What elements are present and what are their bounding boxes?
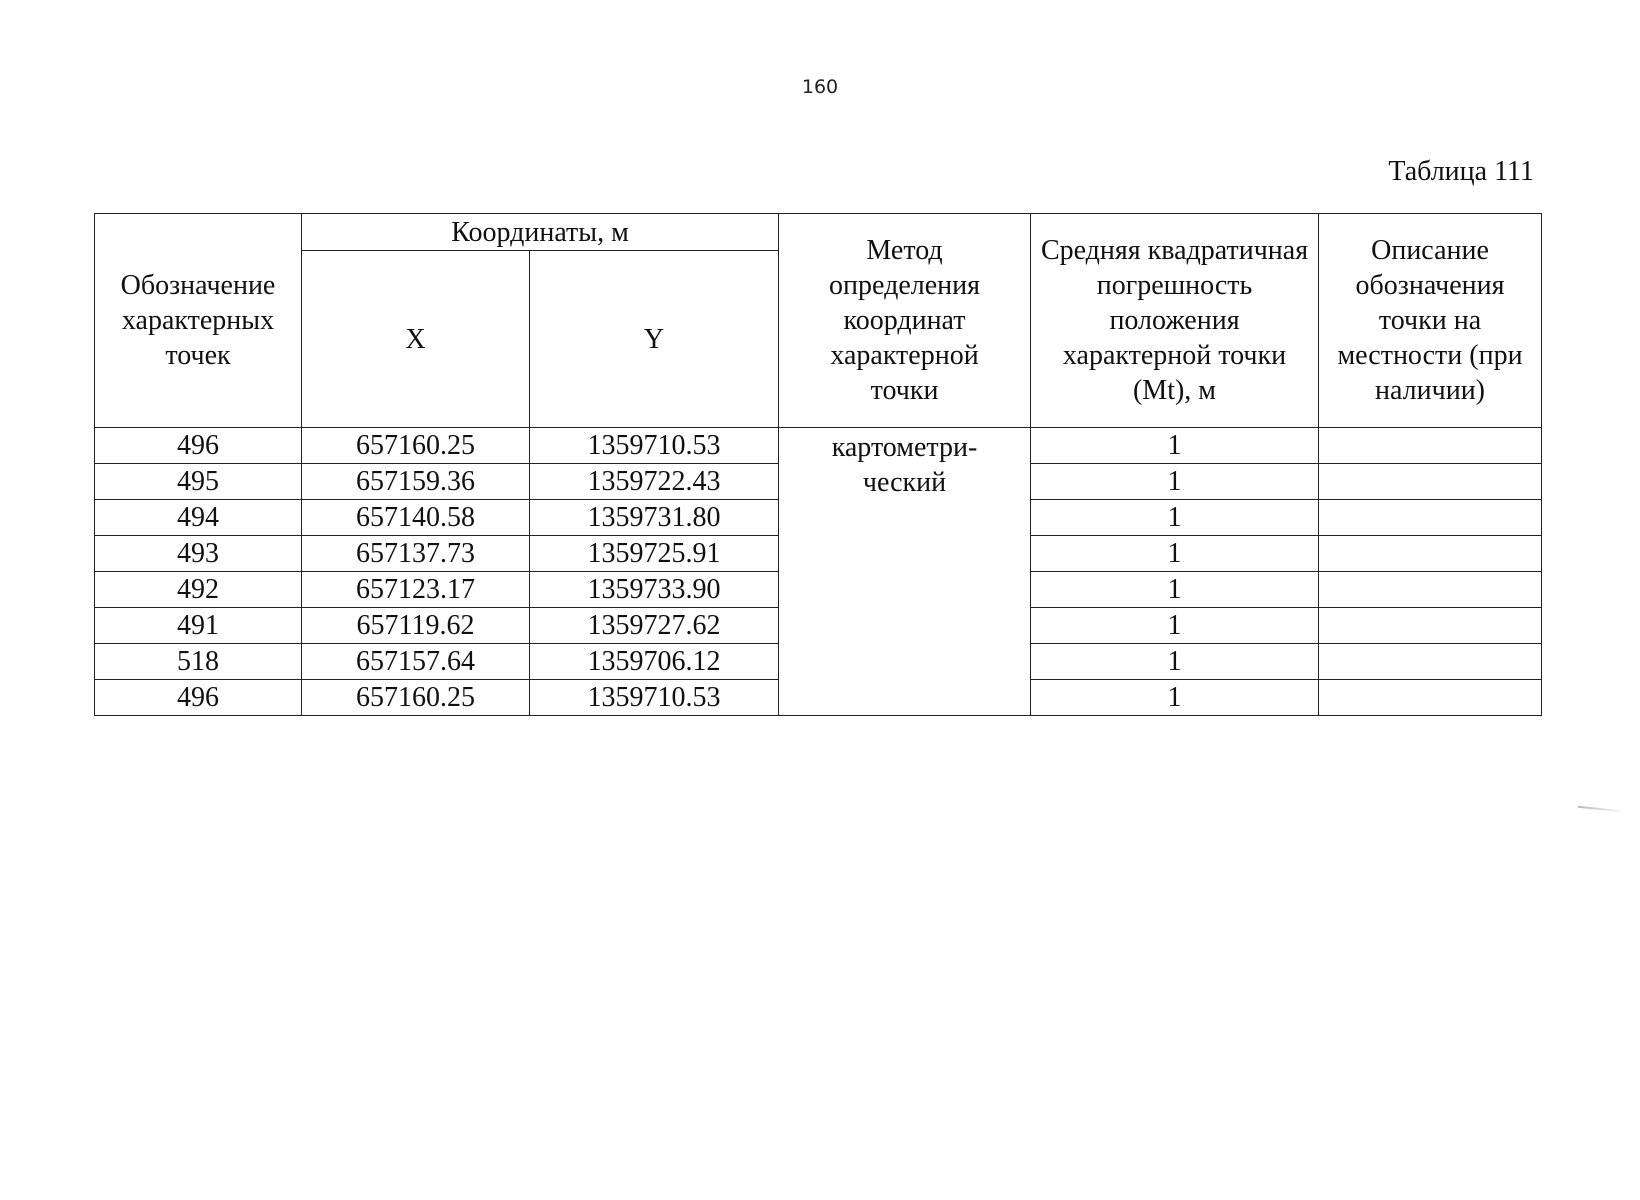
cell-description bbox=[1319, 680, 1542, 716]
cell-point: 494 bbox=[95, 500, 302, 536]
cell-description bbox=[1319, 572, 1542, 608]
cell-mt: 1 bbox=[1031, 428, 1319, 464]
method-line-1: картометри- bbox=[831, 432, 978, 463]
cell-mt: 1 bbox=[1031, 500, 1319, 536]
cell-description bbox=[1319, 464, 1542, 500]
cell-x: 657123.17 bbox=[302, 572, 530, 608]
method-line-2: ческий bbox=[862, 467, 947, 498]
cell-description bbox=[1319, 608, 1542, 644]
cell-y: 1359706.12 bbox=[530, 644, 779, 680]
cell-point: 496 bbox=[95, 680, 302, 716]
scan-artifact bbox=[1578, 806, 1622, 813]
cell-x: 657157.64 bbox=[302, 644, 530, 680]
table-caption: Таблица 111 bbox=[1388, 156, 1534, 187]
header-coordinates-group: Координаты, м bbox=[302, 214, 779, 251]
cell-description bbox=[1319, 428, 1542, 464]
header-method: Метод определения координат характерной точки bbox=[779, 214, 1031, 428]
cell-point: 492 bbox=[95, 572, 302, 608]
cell-method bbox=[779, 428, 1031, 716]
header-mean-square-error: Средняя квадратичная погрешность положения характерной точки (Mt), м bbox=[1031, 214, 1319, 428]
header-y: Y bbox=[530, 251, 779, 428]
header-description: Описание обозначения точки на местности (при наличии) bbox=[1319, 214, 1542, 428]
cell-description bbox=[1319, 644, 1542, 680]
cell-y: 1359710.53 bbox=[530, 680, 779, 716]
cell-mt: 1 bbox=[1031, 572, 1319, 608]
cell-y: 1359727.62 bbox=[530, 608, 779, 644]
cell-x: 657160.25 bbox=[302, 428, 530, 464]
cell-point: 491 bbox=[95, 608, 302, 644]
page-number: 160 bbox=[801, 76, 839, 98]
cell-x: 657119.62 bbox=[302, 608, 530, 644]
cell-point: 493 bbox=[95, 536, 302, 572]
table-row bbox=[95, 428, 1542, 464]
cell-point: 495 bbox=[95, 464, 302, 500]
cell-description bbox=[1319, 536, 1542, 572]
cell-x: 657137.73 bbox=[302, 536, 530, 572]
cell-mt: 1 bbox=[1031, 680, 1319, 716]
header-x: X bbox=[302, 251, 530, 428]
cell-mt: 1 bbox=[1031, 536, 1319, 572]
cell-mt: 1 bbox=[1031, 608, 1319, 644]
cell-point: 518 bbox=[95, 644, 302, 680]
cell-point: 496 bbox=[95, 428, 302, 464]
cell-description bbox=[1319, 500, 1542, 536]
cell-y: 1359731.80 bbox=[530, 500, 779, 536]
cell-x: 657140.58 bbox=[302, 500, 530, 536]
cell-mt: 1 bbox=[1031, 464, 1319, 500]
cell-y: 1359722.43 bbox=[530, 464, 779, 500]
header-point-designation: Обозначение характерных точек bbox=[95, 214, 302, 428]
cell-y: 1359725.91 bbox=[530, 536, 779, 572]
coordinates-table bbox=[94, 213, 1542, 716]
cell-mt: 1 bbox=[1031, 644, 1319, 680]
cell-x: 657159.36 bbox=[302, 464, 530, 500]
cell-y: 1359733.90 bbox=[530, 572, 779, 608]
cell-x: 657160.25 bbox=[302, 680, 530, 716]
cell-y: 1359710.53 bbox=[530, 428, 779, 464]
